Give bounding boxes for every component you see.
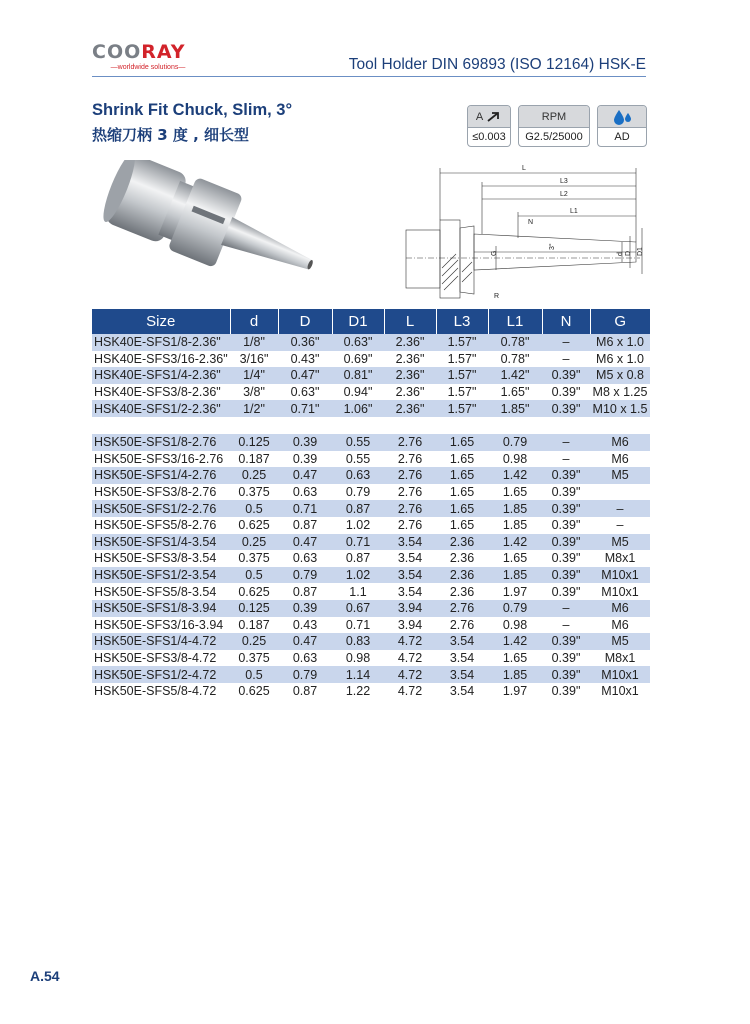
table-cell: 0.39 [292,451,318,466]
table-cell: 1.22 [345,684,371,699]
table-cell: M10x1 [601,584,639,599]
table-cell: HSK40E-SFS3/16-2.36" [94,351,228,366]
spec-rpm-value: G2.5/25000 [519,127,589,146]
table-cell: 0.71 [278,500,332,517]
drawing-label-D1: D1 [637,247,644,256]
table-cell: 2.36" [384,367,436,384]
table-cell: HSK50E-SFS1/4-4.72 [92,633,230,650]
table-row [92,400,650,417]
table-cell: 2.36" [384,400,436,417]
table-cell: 1.97 [502,684,528,699]
col-G: G [590,309,650,334]
table-cell: M6 [611,617,629,632]
table-cell: 3.54 [436,633,488,650]
col-L1: L1 [488,309,542,334]
table-cell: 1.65 [436,500,488,517]
page-number: A.54 [30,968,60,984]
table-cell: 0.39" [551,385,581,400]
table-cell: 1.65 [502,650,528,665]
table-cell: 0.5 [230,567,278,584]
table-row [92,434,650,451]
table-cell: 4.72 [397,684,423,699]
table-cell: 0.69" [343,351,373,366]
table-cell: HSK50E-SFS1/8-2.76 [92,434,230,451]
table-cell: 1.65 [502,551,528,566]
table-cell: 0.39" [542,534,590,551]
table-cell: 1.85 [488,567,542,584]
table-cell: – [542,334,590,351]
table-cell: 1.1 [349,584,367,599]
table-cell: 0.55 [332,434,384,451]
table-header-row [92,309,650,334]
table-cell: 0.83 [332,633,384,650]
table-cell: 0.87 [292,584,318,599]
table-cell: 3.54 [449,684,475,699]
table-cell: 2.76 [397,451,423,466]
table-cell: 0.125 [230,600,278,617]
table-cell: 0.375 [238,485,270,500]
table-row [92,600,650,617]
table-cell: 2.36 [436,534,488,551]
table-cell: 0.78" [488,334,542,351]
runout-arrow-icon [486,111,502,123]
table-cell: 2.76 [384,467,436,484]
table-cell: 3.54 [397,584,423,599]
table-row [92,467,650,484]
table-cell: 0.79 [345,485,371,500]
catalog-section-title: Tool Holder DIN 69893 (ISO 12164) HSK-E [348,56,646,73]
table-cell: 2.36 [436,567,488,584]
table-row [92,617,650,634]
table-row [92,650,650,667]
table-cell: M6 [590,434,650,451]
spec-coolant-value: AD [598,127,646,146]
table-cell: M10x1 [590,666,650,683]
col-L: L [384,309,436,334]
drawing-label-L: L [522,165,526,172]
table-cell: 0.67 [332,600,384,617]
table-cell: 4.72 [384,633,436,650]
table-cell: 0.43" [290,351,320,366]
table-cell: 0.625 [238,584,270,599]
table-cell: 0.39" [551,684,581,699]
table-cell: 0.47" [278,367,332,384]
table-cell: 3.54 [436,666,488,683]
table-cell: HSK40E-SFS1/4-2.36" [92,367,230,384]
table-cell: 1.65 [449,518,475,533]
table-cell: 3.94 [397,617,423,632]
table-cell: 1.57" [447,351,477,366]
technical-drawing [396,158,650,302]
table-cell: 0.63 [332,467,384,484]
table-cell: 2.36" [395,351,425,366]
drawing-label-N: N [528,219,534,226]
table-cell: HSK50E-SFS1/2-3.54 [92,567,230,584]
spec-runout-value: ≤0.003 [468,127,510,146]
table-cell: 0.47 [278,534,332,551]
table-cell: M10x1 [590,567,650,584]
table-cell: 1.65 [449,485,475,500]
spec-rpm-label: RPM [519,106,589,127]
table-cell: HSK50E-SFS1/8-3.94 [92,600,230,617]
table-cell: M5 [590,467,650,484]
table-cell: 0.79 [488,600,542,617]
table-cell: 1.57" [436,334,488,351]
col-N: N [542,309,590,334]
table-cell: 0.63 [292,551,318,566]
table-cell: 1.02 [332,567,384,584]
table-cell: 0.98 [502,451,528,466]
table-cell: 1.42 [488,467,542,484]
drawing-label-R: R [494,293,500,300]
table-cell: 0.39" [542,367,590,384]
table-cell: 0.63" [290,385,320,400]
col-D1: D1 [332,309,384,334]
table-cell: 0.125 [230,434,278,451]
table-cell: 0.87 [292,684,318,699]
table-cell: 0.625 [238,684,270,699]
table-cell: M8x1 [604,650,636,665]
table-cell: 1.85" [488,400,542,417]
drawing-label-d: d [617,252,624,256]
table-cell: 0.79 [278,666,332,683]
table-cell: HSK40E-SFS1/8-2.36" [92,334,230,351]
table-cell: 0.78" [500,351,530,366]
table-cell: HSK50E-SFS1/4-2.76 [92,467,230,484]
table-cell: 1.85 [488,500,542,517]
table-cell: M8x1 [604,551,636,566]
table-cell: 0.39" [542,500,590,517]
col-D: D [278,309,332,334]
table-cell: 4.72 [397,650,423,665]
table-cell: 1/4" [230,367,278,384]
table-cell: 1.14 [332,666,384,683]
brand-wordmark: COORAY [92,41,186,63]
table-row [92,517,650,534]
drawing-label-angle: 3° [549,243,556,250]
table-cell: 0.71 [332,534,384,551]
table-cell: 0.25 [230,633,278,650]
table-cell: HSK50E-SFS3/8-2.76 [94,485,217,500]
table-cell: 0.187 [238,451,270,466]
table-cell: 3.54 [384,567,436,584]
table-cell: 0.25 [230,467,278,484]
table-cell: HSK40E-SFS3/8-2.36" [94,385,221,400]
table-cell: HSK50E-SFS5/8-2.76 [94,518,217,533]
table-cell: 0.39" [551,551,581,566]
table-cell: – [590,500,650,517]
table-cell: 0.39" [542,666,590,683]
table-row [92,633,650,650]
table-cell: 0.87 [332,500,384,517]
table-cell: 0.47 [278,633,332,650]
table-row [92,334,650,351]
table-body [92,334,650,699]
table-cell: 0.39" [551,584,581,599]
table-cell: 0.63 [292,485,318,500]
table-cell: 0.98 [345,650,371,665]
table-cell: 1.57" [447,385,477,400]
table-row [92,666,650,683]
table-cell: HSK50E-SFS3/8-4.72 [94,650,217,665]
table-cell: – [562,617,570,632]
spec-runout-label: A [475,110,484,123]
table-row [92,451,650,468]
col-size: Size [92,309,230,334]
product-photo [100,160,320,310]
table-cell: M5 x 0.8 [590,367,650,384]
table-cell: 0.71 [345,617,371,632]
brand-tagline: —worldwide solutions— [110,64,186,71]
table-cell: – [616,518,624,533]
table-cell: 0.39" [551,485,581,500]
table-cell: HSK50E-SFS3/16-2.76 [94,451,224,466]
table-cell: M8 x 1.25 [592,385,648,400]
table-cell: HSK50E-SFS3/16-3.94 [94,617,224,632]
table-cell: M6 x 1.0 [596,351,644,366]
table-cell: 3.94 [384,600,436,617]
table-cell: 2.36" [395,385,425,400]
table-cell: 0.375 [238,551,270,566]
table-cell: 2.76 [384,500,436,517]
table-cell: HSK40E-SFS1/2-2.36" [92,400,230,417]
group-separator [92,417,650,434]
table-cell: 1.57" [436,400,488,417]
table-cell: HSK50E-SFS3/8-3.54 [94,551,217,566]
table-row [92,351,650,368]
table-cell: 0.39" [542,633,590,650]
table-cell: 1.85 [502,518,528,533]
table-cell: 3.54 [384,534,436,551]
table-cell: M10 x 1.5 [590,400,650,417]
table-cell: 0.39" [542,400,590,417]
table-cell: 2.76 [397,485,423,500]
table-cell: 0.39" [551,518,581,533]
table-cell: 0.87 [345,551,371,566]
table-cell: 0.39" [542,567,590,584]
table-row [92,534,650,551]
table-row [92,567,650,584]
table-cell: M6 [590,600,650,617]
table-cell: – [562,451,570,466]
spec-coolant [597,105,647,147]
table-cell: 3/16" [239,351,269,366]
table-cell: 2.76 [397,518,423,533]
table-cell: 0.47 [278,467,332,484]
table-cell: 0.39 [278,434,332,451]
drawing-label-D: D [625,250,632,256]
table-cell: 0.5 [230,666,278,683]
table-cell: 0.187 [238,617,270,632]
table-cell: 2.76 [436,600,488,617]
table-cell [590,484,650,501]
table-cell: 2.36" [384,334,436,351]
table-cell: HSK50E-SFS5/8-4.72 [94,684,217,699]
product-title-en: Shrink Fit Chuck, Slim, 3° [92,101,293,119]
table-cell: 1.65 [436,467,488,484]
col-L3: L3 [436,309,488,334]
table-row [92,484,650,501]
col-d: d [230,309,278,334]
table-cell: 0.63" [332,334,384,351]
table-cell: 2.76 [384,434,436,451]
table-cell: 2.36 [449,584,475,599]
table-cell: 0.5 [230,500,278,517]
table-cell: 0.98 [502,617,528,632]
spec-rpm [518,105,590,147]
table-cell: 1.02 [345,518,371,533]
table-cell: M5 [590,534,650,551]
table-row [92,500,650,517]
coolant-drops-icon [611,109,633,125]
table-row [92,367,650,384]
table-cell: HSK50E-SFS1/4-3.54 [92,534,230,551]
table-row [92,583,650,600]
table-cell: 0.81" [332,367,384,384]
table-cell: – [542,434,590,451]
drawing-label-L3: L3 [560,178,568,185]
table-cell: 0.94" [343,385,373,400]
table-cell: M10x1 [601,684,639,699]
group-separator-cell [92,417,650,434]
table-cell: 2.76 [449,617,475,632]
table-cell: 1/8" [230,334,278,351]
table-cell: 1.42 [488,534,542,551]
table-cell: 0.79 [488,434,542,451]
table-cell: 1.65" [500,385,530,400]
table-row [92,384,650,401]
drawing-label-L2: L2 [560,191,568,198]
table-cell: 0.79 [278,567,332,584]
table-cell: 3/8" [243,385,265,400]
table-cell: 1.57" [436,367,488,384]
table-cell: 0.87 [292,518,318,533]
drawing-label-G: G [491,250,498,256]
drawing-label-L1: L1 [570,208,578,215]
table-cell: 1.42 [488,633,542,650]
table-cell: 0.625 [238,518,270,533]
product-title-cn: 热缩刀柄 3 度 , 细长型 [92,126,250,144]
table-cell: 1.65 [436,434,488,451]
table-cell: 0.375 [238,650,270,665]
table-row [92,550,650,567]
table-cell: 3.54 [449,650,475,665]
table-cell: HSK50E-SFS1/2-4.72 [92,666,230,683]
table-cell: 0.39 [278,600,332,617]
table-cell: 2.36 [449,551,475,566]
table-cell: 0.55 [345,451,371,466]
table-cell: 1.65 [502,485,528,500]
table-cell: – [562,351,570,366]
table-cell: 1.85 [488,666,542,683]
table-cell: HSK50E-SFS1/2-2.76 [92,500,230,517]
spec-runout [467,105,511,147]
table-cell: 0.39" [542,467,590,484]
table-cell: HSK50E-SFS5/8-3.54 [94,584,217,599]
table-cell: M6 x 1.0 [590,334,650,351]
table-cell: 4.72 [384,666,436,683]
spec-table [92,309,650,699]
table-cell: 0.71" [278,400,332,417]
table-cell: 0.39" [551,650,581,665]
table-cell: 0.63 [292,650,318,665]
table-cell: 1.97 [502,584,528,599]
table-cell: 1.65 [449,451,475,466]
table-cell: 0.43 [292,617,318,632]
brand-logo [92,42,204,72]
table-row [92,683,650,700]
table-cell: 0.36" [278,334,332,351]
header-divider [92,76,646,77]
table-cell: M5 [590,633,650,650]
table-cell: 0.25 [230,534,278,551]
table-cell: 1/2" [230,400,278,417]
table-cell: 3.54 [397,551,423,566]
table-cell: – [542,600,590,617]
table-cell: 1.06" [332,400,384,417]
table-cell: 1.42" [488,367,542,384]
table-cell: M6 [611,451,629,466]
